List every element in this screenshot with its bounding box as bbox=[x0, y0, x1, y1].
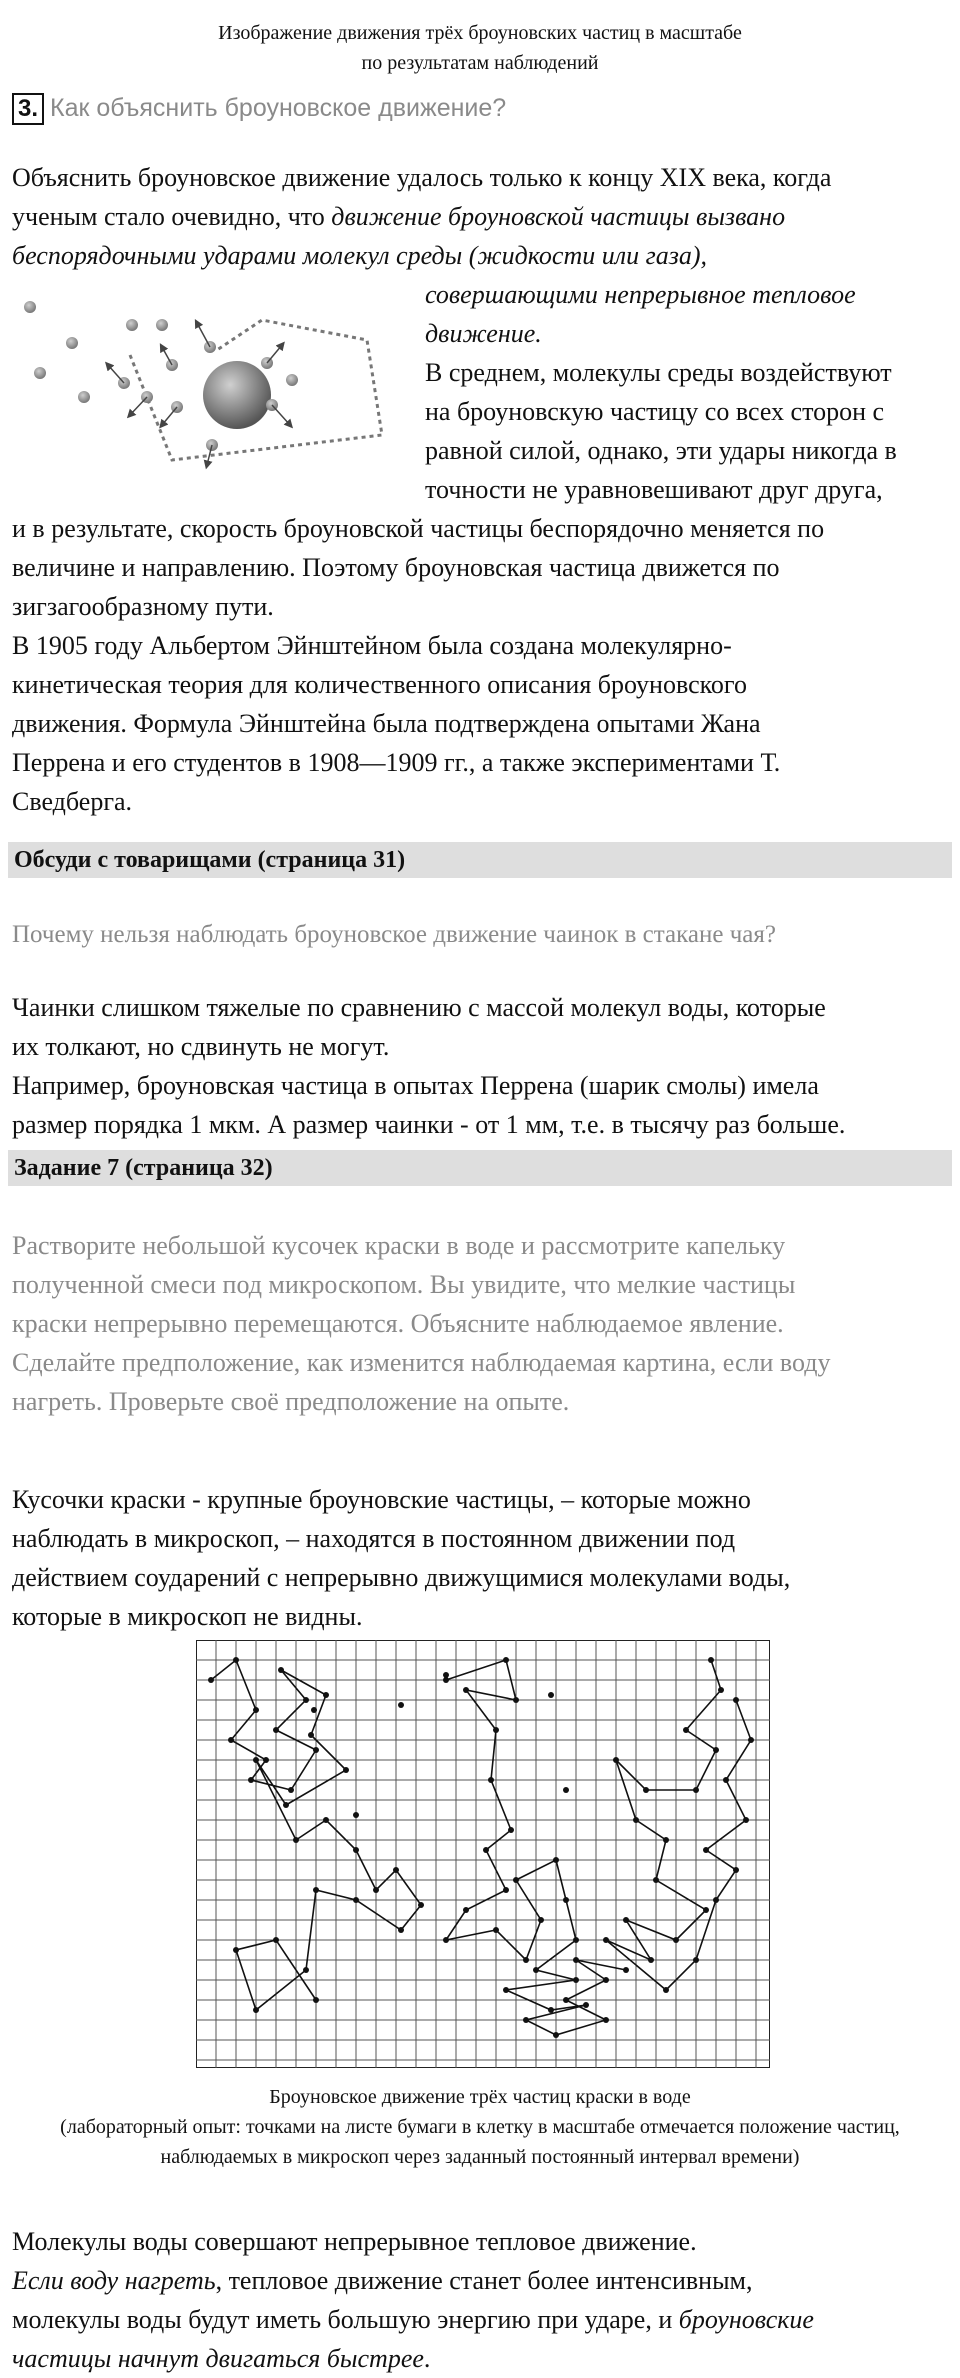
text-line bbox=[12, 2300, 952, 2339]
text-line bbox=[12, 2339, 952, 2378]
trajectory-point bbox=[373, 1887, 379, 1893]
trajectory-point bbox=[308, 1732, 314, 1738]
text-line: зигзагообразному пути. bbox=[12, 592, 274, 621]
trajectory-point bbox=[311, 1707, 317, 1713]
trajectory-point bbox=[323, 1692, 329, 1698]
task7-text bbox=[12, 1226, 952, 1421]
trajectory-point bbox=[733, 1867, 739, 1873]
trajectory-point bbox=[228, 1737, 234, 1743]
discuss-answer bbox=[12, 988, 952, 1144]
italic-span: беспорядочными ударами молекул среды (жидкости или газа), bbox=[12, 241, 708, 270]
trajectory-point bbox=[553, 1857, 559, 1863]
trajectory-point bbox=[393, 1867, 399, 1873]
text-span: молекулы воды будут иметь большую энергию при ударе, и bbox=[12, 2305, 679, 2334]
trajectory-point bbox=[683, 1727, 689, 1733]
answer3-continued bbox=[12, 509, 952, 821]
text-line bbox=[12, 197, 952, 236]
question-3 bbox=[12, 90, 506, 126]
trajectory-point bbox=[398, 1702, 404, 1708]
trajectory-point bbox=[673, 1937, 679, 1943]
top-caption bbox=[0, 18, 960, 78]
section-header-discuss: Обсуди с товарищами (страница 31) bbox=[8, 842, 952, 878]
figure-caption-line3: наблюдаемых в микроскоп через заданный постоянный интервал времени) bbox=[160, 2146, 800, 2168]
text-line: В среднем, молекулы среды воздействуют bbox=[425, 358, 892, 387]
text-line: кинетическая теория для количественного описания броуновского bbox=[12, 670, 747, 699]
top-caption-line2: по результатам наблюдений bbox=[361, 52, 599, 74]
trajectory-point bbox=[643, 1787, 649, 1793]
discuss-question: Почему нельзя наблюдать броуновское движение чаинок в стакане чая? bbox=[12, 921, 776, 948]
text-span: . bbox=[423, 2344, 431, 2373]
trajectory-point bbox=[303, 1697, 309, 1703]
trajectory-point bbox=[303, 1967, 309, 1973]
question-number: 3. bbox=[12, 93, 44, 125]
text-span: ученым стало очевидно, что bbox=[12, 202, 332, 231]
text-line: действием соударений с непрерывно движущимися молекулами воды, bbox=[12, 1563, 791, 1592]
trajectory-point bbox=[743, 1817, 749, 1823]
trajectory-point bbox=[418, 1902, 424, 1908]
trajectory-point bbox=[288, 1787, 294, 1793]
text-line: их толкают, но сдвинуть не могут. bbox=[12, 1032, 390, 1061]
trajectory-point bbox=[313, 1887, 319, 1893]
trajectory-point bbox=[313, 1747, 319, 1753]
text-span: , тепловое движение станет более интенсивным, bbox=[215, 2266, 753, 2295]
trajectory-point bbox=[708, 1657, 714, 1663]
text-line: Сведберга. bbox=[12, 787, 133, 816]
trajectory-point bbox=[693, 1957, 699, 1963]
answer3-right-column bbox=[425, 275, 955, 509]
trajectory-point bbox=[443, 1677, 449, 1683]
trajectory-point bbox=[653, 1877, 659, 1883]
text-line: величине и направлению. Поэтому броуновская частица движется по bbox=[12, 553, 780, 582]
italic-span: движение броуновской частицы вызвано bbox=[331, 202, 786, 231]
text-line: Сделайте предположение, как изменится наблюдаемая картина, если воду bbox=[12, 1348, 831, 1377]
trajectory-point bbox=[278, 1667, 284, 1673]
trajectory-point bbox=[733, 1697, 739, 1703]
figure-caption-line1: Броуновское движение трёх частиц краски в воде bbox=[269, 2086, 691, 2108]
text-line: движения. Формула Эйнштейна была подтверждена опытами Жана bbox=[12, 709, 761, 738]
answer3-paragraph1 bbox=[12, 158, 952, 275]
trajectory-point bbox=[283, 1802, 289, 1808]
trajectory-point bbox=[538, 1917, 544, 1923]
trajectory-point bbox=[253, 2007, 259, 2013]
trajectory-point bbox=[503, 1657, 509, 1663]
trajectory-point bbox=[703, 1907, 709, 1913]
text-line: Чаинки слишком тяжелые по сравнению с массой молекул воды, которые bbox=[12, 993, 826, 1022]
trajectory-point bbox=[493, 1727, 499, 1733]
trajectory-point bbox=[253, 1757, 259, 1763]
trajectory-point bbox=[663, 1837, 669, 1843]
text-line: Объяснить броуновское движение удалось только к концу XIX века, когда bbox=[12, 163, 832, 192]
trajectory-point bbox=[613, 1757, 619, 1763]
trajectory-point bbox=[523, 1957, 529, 1963]
text-line: точности не уравновешивают друг друга, bbox=[425, 475, 883, 504]
trajectory-point bbox=[523, 2017, 529, 2023]
text-line: Молекулы воды совершают непрерывное тепловое движение. bbox=[12, 2227, 697, 2256]
trajectory-point bbox=[233, 1947, 239, 1953]
italic-span: броуновские bbox=[678, 2305, 814, 2334]
trajectory-point bbox=[713, 1897, 719, 1903]
question-text: Как объяснить броуновское движение? bbox=[50, 94, 507, 122]
trajectory-point bbox=[663, 1987, 669, 1993]
italic-span: движение. bbox=[425, 319, 542, 348]
trajectory-point bbox=[623, 1967, 629, 1973]
text-line: и в результате, скорость броуновской частицы беспорядочно меняется по bbox=[12, 514, 825, 543]
trajectory-point bbox=[443, 1937, 449, 1943]
top-caption-line1: Изображение движения трёх броуновских частиц в масштабе bbox=[218, 22, 742, 44]
text-line bbox=[12, 236, 952, 275]
trajectory-point bbox=[398, 1927, 404, 1933]
trajectory-point bbox=[513, 1877, 519, 1883]
figure-caption bbox=[0, 2082, 960, 2172]
trajectory-point bbox=[503, 1887, 509, 1893]
task7-answer bbox=[12, 1480, 952, 1636]
trajectory-point bbox=[483, 1847, 489, 1853]
trajectory-point bbox=[693, 1787, 699, 1793]
text-line bbox=[425, 314, 955, 353]
trajectory-point bbox=[563, 1897, 569, 1903]
text-line: размер порядка 1 мкм. А размер чаинки - от 1 мм, т.е. в тысячу раз больше. bbox=[12, 1110, 846, 1139]
conclusion bbox=[12, 2222, 952, 2378]
trajectory-point bbox=[603, 2017, 609, 2023]
trajectory-point bbox=[723, 1777, 729, 1783]
trajectory-point bbox=[553, 2032, 559, 2038]
trajectory-point bbox=[573, 1977, 579, 1983]
text-line: которые в микроскоп не видны. bbox=[12, 1602, 363, 1631]
text-line: Растворите небольшой кусочек краски в воде и рассмотрите капельку bbox=[12, 1231, 786, 1260]
text-line: нагреть. Проверьте своё предположение на опыте. bbox=[12, 1387, 570, 1416]
trajectory-point bbox=[633, 1817, 639, 1823]
text-line: В 1905 году Альбертом Эйнштейном была создана молекулярно- bbox=[12, 631, 732, 660]
trajectory-point bbox=[353, 1812, 359, 1818]
trajectory-point bbox=[573, 1937, 579, 1943]
trajectory-point bbox=[313, 1997, 319, 2003]
trajectory-point bbox=[648, 1957, 654, 1963]
text-line bbox=[425, 275, 955, 314]
text-line: Кусочки краски - крупные броуновские частицы, – которые можно bbox=[12, 1485, 751, 1514]
trajectory-point bbox=[293, 1837, 299, 1843]
text-line: Например, броуновская частица в опытах Перрена (шарик смолы) имела bbox=[12, 1071, 819, 1100]
text-line: равной силой, однако, эти удары никогда в bbox=[425, 436, 897, 465]
trajectory-point bbox=[343, 1767, 349, 1773]
text-line: наблюдать в микроскоп, – находятся в постоянном движении под bbox=[12, 1524, 736, 1553]
text-line: краски непрерывно перемещаются. Объясните наблюдаемое явление. bbox=[12, 1309, 784, 1338]
trajectory-point bbox=[253, 1707, 259, 1713]
trajectory-point bbox=[463, 1907, 469, 1913]
brownian-grid-figure bbox=[196, 1640, 770, 2068]
text-line: Перрена и его студентов в 1908—1909 гг., а также экспериментами Т. bbox=[12, 748, 781, 777]
trajectory-point bbox=[748, 1737, 754, 1743]
trajectory-point bbox=[533, 1967, 539, 1973]
trajectory-point bbox=[248, 1777, 254, 1783]
text-line: полученной смеси под микроскопом. Вы увидите, что мелкие частицы bbox=[12, 1270, 796, 1299]
brownian-molecules-illustration bbox=[12, 285, 412, 495]
trajectory-point bbox=[503, 1987, 509, 1993]
trajectory-point bbox=[713, 1747, 719, 1753]
trajectory-point bbox=[703, 1847, 709, 1853]
trajectory-point bbox=[263, 1757, 269, 1763]
brownian-particle bbox=[203, 361, 271, 429]
trajectory-point bbox=[563, 1787, 569, 1793]
trajectory-point bbox=[623, 1917, 629, 1923]
trajectory-point bbox=[573, 1957, 579, 1963]
trajectory-point bbox=[603, 1977, 609, 1983]
section-header-task7: Задание 7 (страница 32) bbox=[8, 1150, 952, 1186]
trajectory-point bbox=[463, 1687, 469, 1693]
text-line bbox=[12, 2261, 952, 2300]
trajectory-point bbox=[353, 1897, 359, 1903]
trajectory-point bbox=[513, 1697, 519, 1703]
trajectory-point bbox=[323, 1817, 329, 1823]
italic-span: совершающими непрерывное тепловое bbox=[425, 280, 856, 309]
italic-span: Если воду нагреть bbox=[12, 2266, 216, 2295]
trajectory-point bbox=[353, 1847, 359, 1853]
figure-caption-line2: (лабораторный опыт: точками на листе бумаги в клетку в масштабе отмечается положение частиц, bbox=[60, 2116, 900, 2138]
trajectory-point bbox=[548, 1692, 554, 1698]
trajectory-point bbox=[273, 1727, 279, 1733]
italic-span: частицы начнут двигаться быстрее bbox=[12, 2344, 424, 2373]
trajectory-point bbox=[563, 1997, 569, 2003]
text-line: на броуновскую частицу со всех сторон с bbox=[425, 397, 885, 426]
trajectory-point bbox=[603, 1937, 609, 1943]
trajectory-point bbox=[208, 1677, 214, 1683]
trajectory-point bbox=[548, 2007, 554, 2013]
trajectory-point bbox=[583, 2002, 589, 2008]
trajectory-point bbox=[493, 1927, 499, 1933]
trajectory-point bbox=[488, 1777, 494, 1783]
trajectory-point bbox=[508, 1827, 514, 1833]
trajectory-point bbox=[273, 1937, 279, 1943]
trajectory-point bbox=[233, 1657, 239, 1663]
trajectory-point bbox=[718, 1687, 724, 1693]
